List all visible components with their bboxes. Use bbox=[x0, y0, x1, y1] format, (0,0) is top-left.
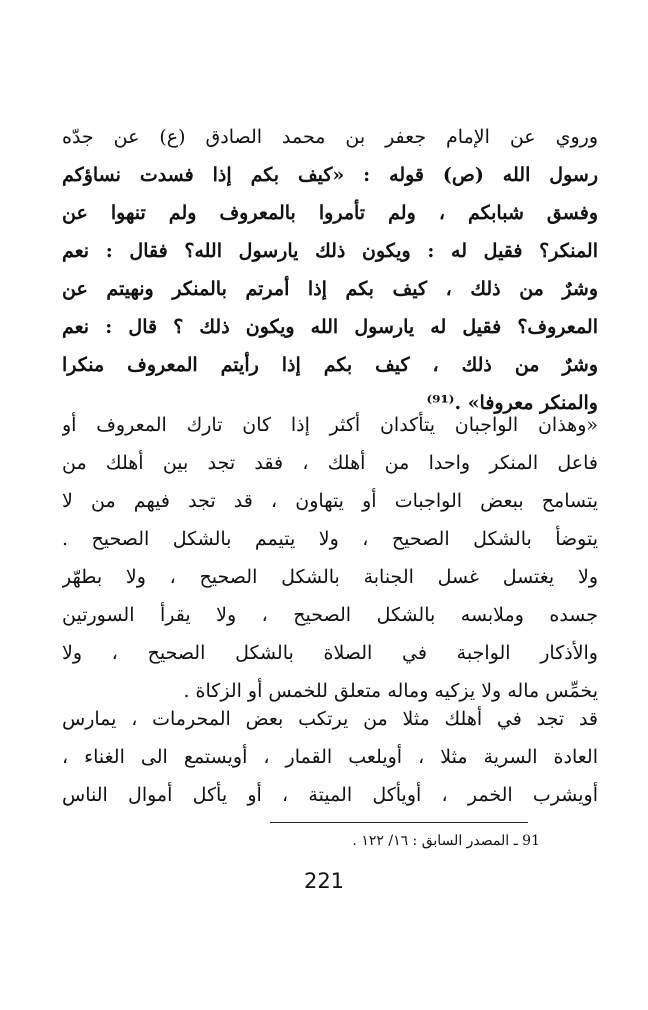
text-line: يتوضأ بالشكل الصحيح ، ولا يتيمم بالشكل الصحيح . bbox=[62, 528, 598, 550]
text-line: المعروف؟ فقيل له يارسول الله ويكون ذلك ؟ قال : نعم bbox=[62, 316, 598, 338]
text-line: يتسامح ببعض الواجبات أو يتهاون ، قد تجد فيهم من لا bbox=[62, 490, 598, 512]
text-line: قد تجد في أهلك مثلا من يرتكب بعض المحرمات ، يمارس bbox=[62, 708, 598, 730]
footnote: 91 ـ المصدر السابق : ١٦/ ١٢٢ . bbox=[352, 833, 540, 849]
paragraph-prohibitions bbox=[62, 700, 598, 814]
text-line: يخمِّس ماله ولا يزكيه وماله متعلق للخمس أو الزكاة . bbox=[183, 680, 598, 702]
paragraph-duties bbox=[62, 406, 598, 710]
text-line: ولا يغتسل غسل الجنابة بالشكل الصحيح ، ولا بطهّر bbox=[62, 566, 598, 588]
text-line: فاعل المنكر واحدا من أهلك ، فقد تجد بين أهلك من bbox=[62, 452, 598, 474]
text-line: والأذكار الواجبة في الصلاة بالشكل الصحيح ، ولا bbox=[62, 642, 598, 664]
text-line: والمنكر معروفا» .⁽⁹¹⁾ bbox=[426, 392, 598, 414]
text-line: أويشرب الخمر ، أويأكل الميتة ، أو يأكل أموال الناس bbox=[62, 784, 598, 806]
text-line: العادة السرية مثلا ، أويلعب القمار ، أويستمع الى الغناء ، bbox=[62, 746, 598, 768]
paragraph-hadith bbox=[62, 118, 598, 422]
text-line: جسده وملابسه بالشكل الصحيح ، ولا يقرأ السورتين bbox=[62, 604, 598, 626]
text-line: وفسق شبابكم ، ولم تأمروا بالمعروف ولم تنهوا عن bbox=[62, 202, 598, 224]
text-line: وشرٌ من ذلك ، كيف بكم إذا أمرتم بالمنكر ونهيتم عن bbox=[62, 278, 598, 300]
text-line: وروي عن الإمام جعفر بن محمد الصادق (ع) عن جدّه bbox=[62, 126, 598, 148]
text-line: وشرٌ من ذلك ، كيف بكم إذا رأيتم المعروف منكرا bbox=[62, 354, 598, 376]
text-line: المنكر؟ فقيل له : ويكون ذلك يارسول الله؟ فقال : نعم bbox=[62, 240, 598, 262]
footnote-divider bbox=[270, 822, 528, 823]
text-line: رسول الله (ص) قوله : «كيف بكم إذا فسدت نساؤكم bbox=[62, 164, 598, 186]
text-line: «وهذان الواجبان يتأكدان أكثر إذا كان تارك المعروف أو bbox=[62, 414, 598, 436]
page-number: 221 bbox=[303, 869, 345, 893]
